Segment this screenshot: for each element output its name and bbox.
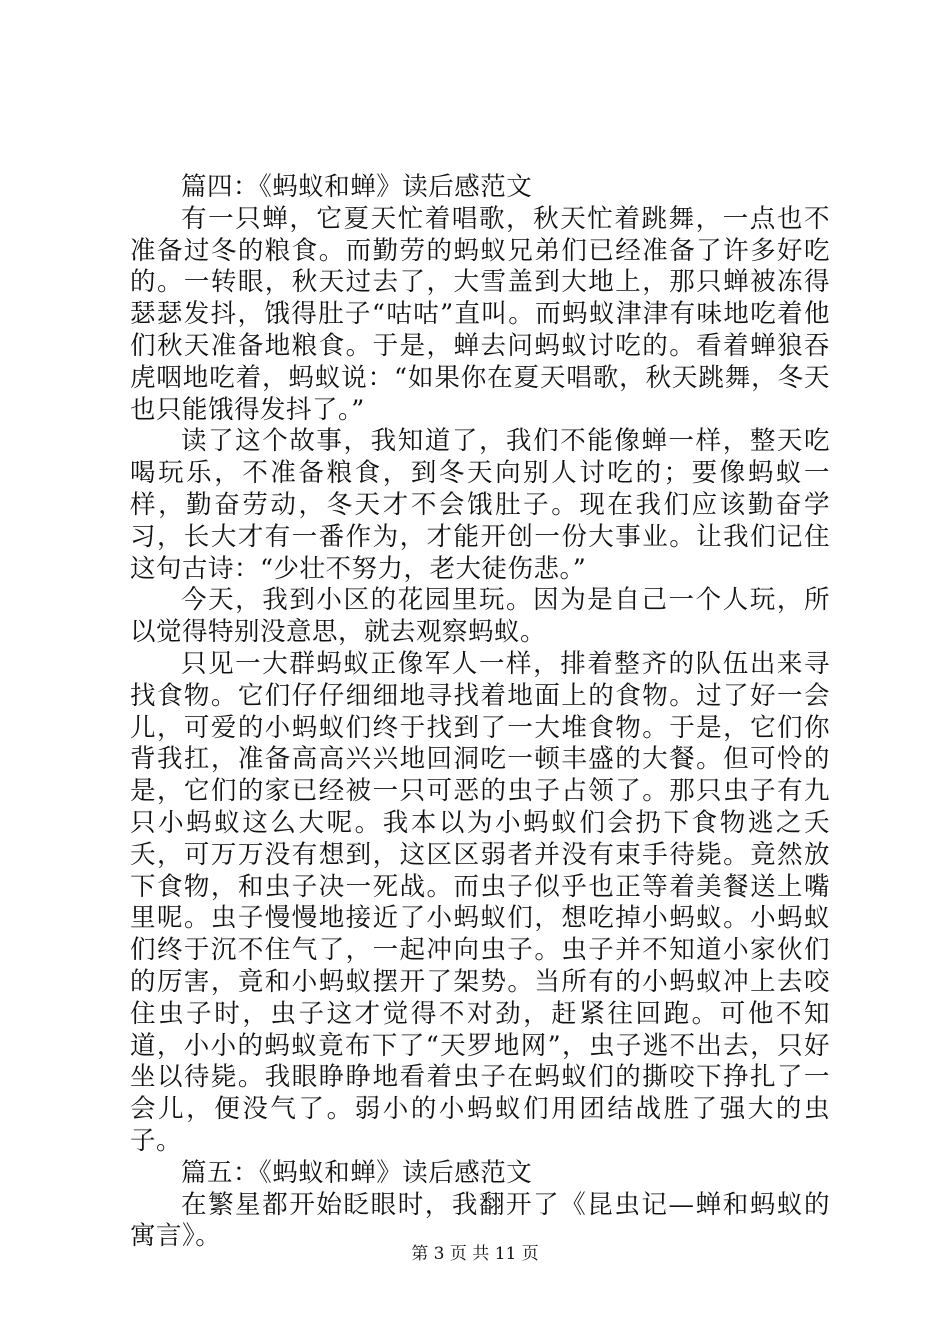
section-heading-4: 篇四：《蚂蚁和蝉》读后感范文 <box>181 172 533 202</box>
section-heading-5: 篇五：《蚂蚁和蝉》读后感范文 <box>181 1157 533 1188</box>
paragraph: 今天，我到小区的花园里玩。因为是自己一个人玩，所以觉得特别没意思，就去观察蚂蚁。 <box>130 585 830 648</box>
document-body <box>130 172 830 1253</box>
paragraph: 在繁星都开始眨眼时，我翻开了《昆虫记—蝉和蚂蚁的寓言》。 <box>130 1189 830 1252</box>
paragraph: 有一只蝉，它夏天忙着唱歌，秋天忙着跳舞，一点也不准备过冬的粮食。而勤劳的蚂蚁兄弟们已经准备了许多好吃的。一转眼，秋天过去了，大雪盖到大地上，那只蝉被冻得瑟瑟发抖，饿得肚子“咕咕”直叫。而蚂蚁津津有味地吃着他们秋天准备地粮食。于是，蝉去问蚂蚁讨吃的。看着蝉狼吞虎咽地吃着，蚂蚁说：“如果你在夏天唱歌，秋天跳舞，冬天也只能饿得发抖了。” <box>130 203 830 425</box>
paragraph: 读了这个故事，我知道了，我们不能像蝉一样，整天吃喝玩乐，不准备粮食，到冬天向别人讨吃的；要像蚂蚁一样，勤奋劳动，冬天才不会饿肚子。现在我们应该勤奋学习，长大才有一番作为，才能开创一份大事业。让我们记住这句古诗：“少壮不努力，老大徒伤悲。” <box>130 426 830 584</box>
paragraph: 只见一大群蚂蚁正像军人一样，排着整齐的队伍出来寻找食物。它们仔仔细细地寻找着地面上的食物。过了好一会儿，可爱的小蚂蚁们终于找到了一大堆食物。于是，它们你背我扛，准备高高兴兴地回洞吃一顿丰盛的大餐。但可怜的是，它们的家已经被一只可恶的虫子占领了。那只虫子有九只小蚂蚁这么大呢。我本以为小蚂蚁们会扔下食物逃之夭夭，可万万没有想到，这区区弱者并没有束手待毙。竟然放下食物，和虫子决一死战。而虫子似乎也正等着美餐送上嘴里呢。虫子慢慢地接近了小蚂蚁们，想吃掉小蚂蚁。小蚂蚁们终于沉不住气了，一起冲向虫子。虫子并不知道小家伙们的厉害，竟和小蚂蚁摆开了架势。当所有的小蚂蚁冲上去咬住虫子时，虫子这才觉得不对劲，赶紧往回跑。可他不知道，小小的蚂蚁竟布下了“天罗地网”，虫子逃不出去，只好坐以待毙。我眼睁睁地看着虫子在蚂蚁们的撕咬下挣扎了一会儿，便没气了。弱小的小蚂蚁们用团结战胜了强大的虫子。 <box>130 648 830 1156</box>
page-footer: 第 3 页 共 11 页 <box>411 1244 539 1264</box>
